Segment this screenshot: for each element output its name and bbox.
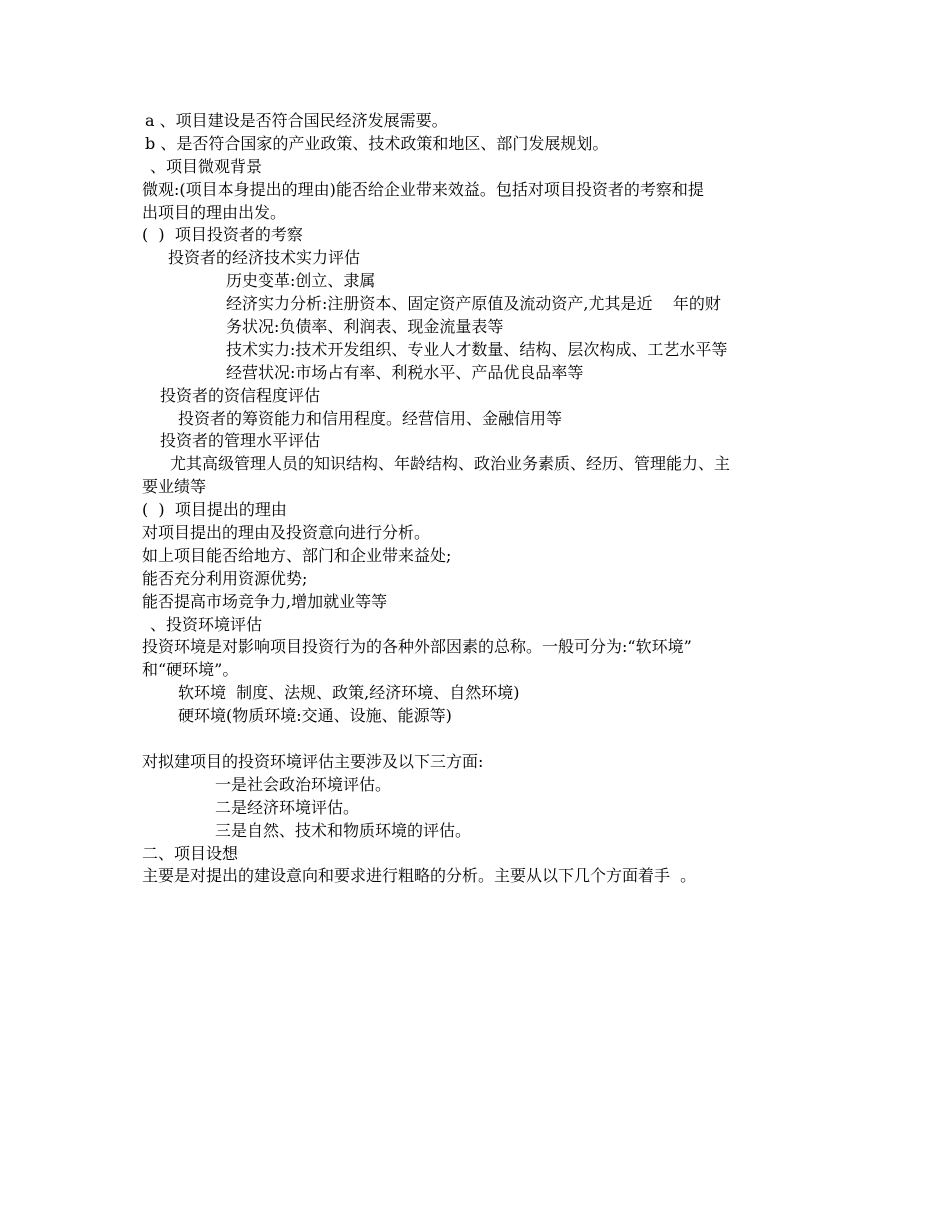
detail-economic-strength-line-2: 务状况:负债率、利润表、现金流量表等: [226, 317, 504, 337]
detail-credit: 投资者的筹资能力和信用程度。经营信用、金融信用等: [178, 408, 563, 428]
aspect-natural-technical: 三是自然、技术和物质环境的评估。: [215, 820, 472, 840]
detail-economic-strength-line-1: 经济实力分析:注册资本、固定资产原值及流动资产,尤其是近 年的财: [226, 294, 721, 314]
aspect-economic: 二是经济环境评估。: [215, 797, 360, 817]
section-heading-investment-environment: 、投资环境评估: [150, 614, 263, 634]
item-credit-evaluation: 投资者的资信程度评估: [160, 385, 321, 405]
section-heading-project-concept: 二、项目设想: [142, 843, 239, 863]
paragraph-reasons-1: 对项目提出的理由及投资意向进行分析。: [142, 523, 431, 543]
paragraph-project-concept: 主要是对提出的建设意向和要求进行粗略的分析。主要从以下几个方面着手 。: [142, 866, 697, 886]
paragraph-micro-line-2: 出项目的理由出发。: [142, 202, 287, 222]
paragraph-reasons-2: 如上项目能否给地方、部门和企业带来益处;: [142, 545, 452, 565]
aspect-social-political: 一是社会政治环境评估。: [215, 774, 392, 794]
paragraph-item-b: b 、是否符合国家的产业政策、技术政策和地区、部门发展规划。: [145, 133, 609, 153]
subheading-project-reasons: ( ) 项目提出的理由: [142, 500, 287, 520]
paragraph-reasons-4: 能否提高市场竞争力,增加就业等等: [142, 591, 388, 611]
paragraph-reasons-3: 能否充分利用资源优势;: [142, 568, 308, 588]
item-management-evaluation: 投资者的管理水平评估: [160, 431, 321, 451]
item-hard-environment: 硬环境(物质环境:交通、设施、能源等): [178, 706, 452, 726]
detail-management-line-1: 尤其高级管理人员的知识结构、年龄结构、政治业务素质、经历、管理能力、主: [170, 454, 731, 474]
paragraph-environment-line-2: 和“硬环境”。: [142, 660, 239, 680]
detail-technical-strength: 技术实力:技术开发组织、专业人才数量、结构、层次构成、工艺水平等: [226, 339, 728, 359]
detail-history: 历史变革:创立、隶属: [226, 271, 376, 291]
section-heading-micro-background: 、项目微观背景: [150, 156, 263, 176]
detail-operation-status: 经营状况:市场占有率、利税水平、产品优良品率等: [226, 362, 584, 382]
paragraph-item-a: a 、项目建设是否符合国民经济发展需要。: [145, 111, 448, 130]
paragraph-micro-line-1: 微观:(项目本身提出的理由)能否给企业带来效益。包括对项目投资者的考察和提: [142, 179, 704, 199]
paragraph-three-aspects: 对拟建项目的投资环境评估主要涉及以下三方面:: [142, 751, 484, 771]
detail-management-line-2: 要业绩等: [142, 477, 207, 497]
item-soft-environment: 软环境 制度、法规、政策,经济环境、自然环境): [178, 683, 520, 703]
document-page: [142, 110, 814, 888]
subheading-investor-review: ( ) 项目投资者的考察: [142, 225, 303, 245]
item-economic-technical-strength: 投资者的经济技术实力评估: [168, 248, 361, 268]
paragraph-environment-line-1: 投资环境是对影响项目投资行为的各种外部因素的总称。一般可分为:“软环境”: [142, 637, 692, 657]
blank-line: [142, 728, 814, 751]
